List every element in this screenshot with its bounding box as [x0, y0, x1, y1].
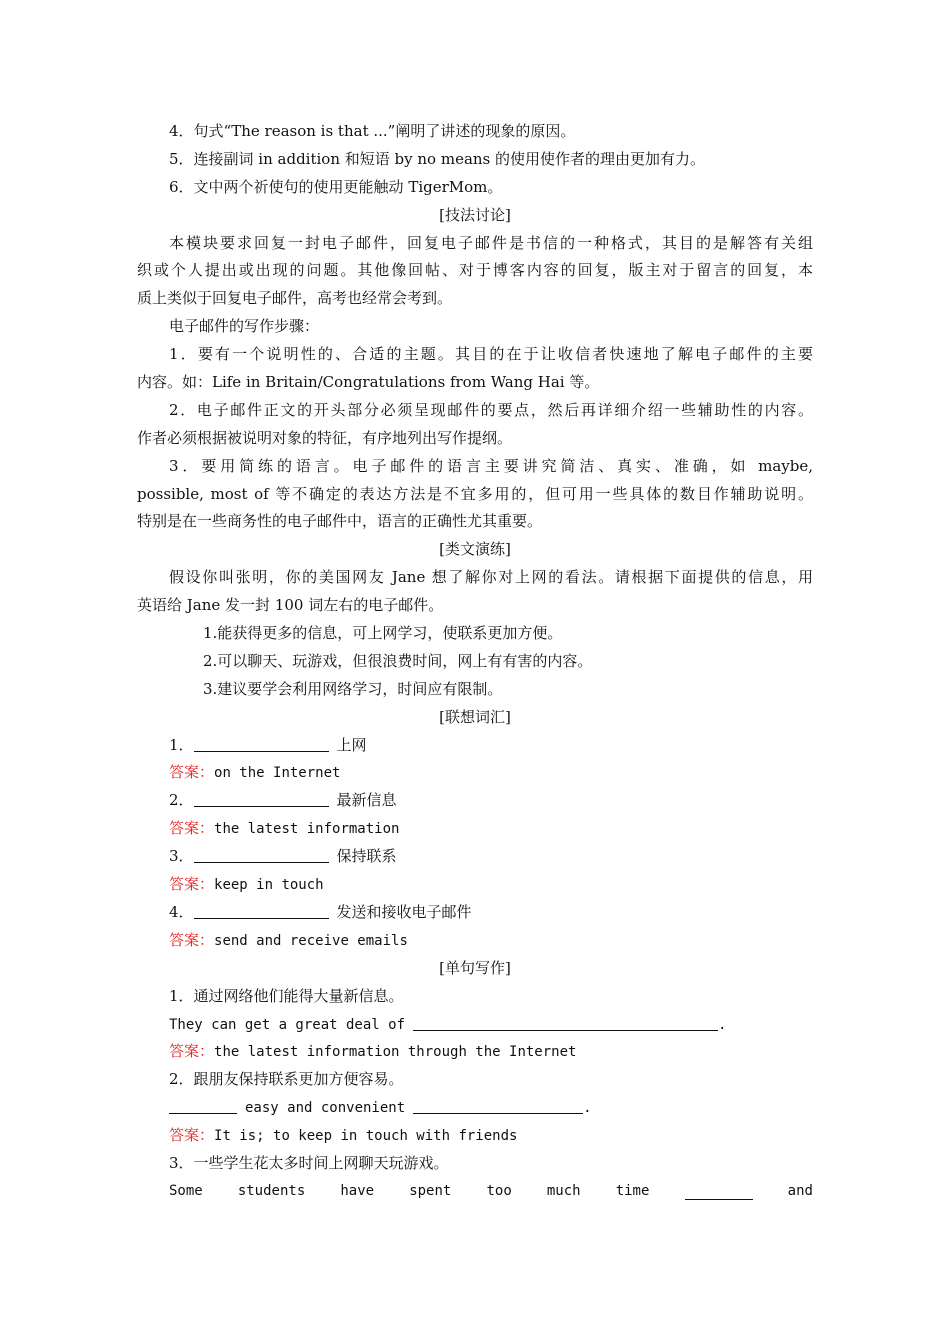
paragraph-line: 织或个人提出或出现的问题。其他像回帖、对于博客内容的回复，版主对于留言的回复，本: [137, 261, 813, 280]
vocab-item: [137, 843, 813, 871]
section-heading-model: [类文演练]: [439, 540, 511, 559]
section-heading-technique: [技法讨论]: [439, 205, 511, 224]
paragraph-line: possible, most of 等不确定的表达方法是不宜多用的，但可用一些具体的数目作辅助说明。: [137, 484, 813, 503]
vocab-item: [137, 732, 813, 760]
sentence-word: time: [615, 1182, 650, 1199]
paragraph-line: 质上类似于回复电子邮件，高考也经常会考到。: [137, 289, 453, 308]
sentence-word: have: [340, 1182, 375, 1199]
vocab-chinese: 保持联系: [336, 847, 397, 866]
answer-label: 答案：: [169, 1126, 215, 1145]
vocab-chinese: 上网: [336, 735, 367, 754]
vocab-item: [137, 787, 813, 815]
sentence-exercise: [137, 1011, 813, 1039]
answer-blank: [685, 1183, 753, 1200]
sentence-prompt: 3．一些学生花太多时间上网聊天玩游戏。: [169, 1153, 449, 1172]
answer-blank: [413, 1014, 718, 1031]
answer-label: 答案：: [169, 819, 215, 838]
sentence-text: They can get a great deal of: [169, 1016, 406, 1033]
paragraph-line: 特别是在一些商务性的电子邮件中，语言的正确性尤其重要。: [137, 512, 543, 531]
point-6: 6．文中两个祈使句的使用更能触动 TigerMom。: [169, 177, 503, 196]
section-heading-vocab: [联想词汇]: [439, 707, 511, 726]
sentence-word: students: [237, 1182, 306, 1199]
answer-text: on the Internet: [214, 765, 341, 782]
answer-text: It is; to keep in touch with friends: [214, 1128, 518, 1145]
answer-blank: [169, 1097, 237, 1114]
vocab-number: 3．: [169, 847, 194, 866]
sentence-prompt: 1．通过网络他们能得大量新信息。: [169, 986, 404, 1005]
answer-blank: [194, 902, 329, 919]
vocab-chinese: 最新信息: [336, 791, 397, 810]
answer-label: 答案：: [169, 875, 215, 894]
bullet-item: 3.建议要学会利用网络学习，时间应有限制。: [203, 679, 503, 698]
answer-line: [137, 759, 813, 787]
vocab-number: 2．: [169, 791, 194, 810]
vocab-chinese: 发送和接收电子邮件: [336, 902, 472, 921]
paragraph-line: 作者必须根据被说明对象的特征，有序地列出写作提纲。: [137, 428, 513, 447]
paragraph-line: 本模块要求回复一封电子邮件，回复电子邮件是书信的一种格式，其目的是解答有关组: [169, 233, 813, 252]
document-page: [137, 118, 813, 1206]
answer-line: [137, 927, 813, 955]
answer-line: [137, 815, 813, 843]
answer-text: send and receive emails: [214, 932, 408, 949]
vocab-number: 1．: [169, 735, 194, 754]
paragraph-line: 电子邮件的写作步骤：: [169, 317, 320, 336]
answer-blank: [194, 735, 329, 752]
answer-blank: [194, 846, 329, 863]
paragraph-line: 假设你叫张明，你的美国网友 Jane 想了解你对上网的看法。请根据下面提供的信息，用: [169, 568, 813, 587]
answer-blank: [194, 790, 329, 807]
answer-line: [137, 1038, 813, 1066]
answer-blank: [413, 1097, 583, 1114]
sentence-word: spent: [409, 1182, 452, 1199]
bullet-item: 2.可以聊天、玩游戏，但很浪费时间，网上有有害的内容。: [203, 651, 593, 670]
sentence-word: too: [486, 1182, 512, 1199]
paragraph-line: 1．要有一个说明性的、合适的主题。其目的在于让收信者快速地了解电子邮件的主要: [169, 345, 813, 364]
sentence-exercise: [137, 1094, 813, 1122]
section-heading-sentence: [单句写作]: [439, 958, 511, 977]
answer-text: the latest information through the Internet: [214, 1044, 577, 1061]
paragraph-line: 2．电子邮件正文的开头部分必须呈现邮件的要点，然后再详细介绍一些辅助性的内容。: [169, 400, 813, 419]
sentence-end: .: [583, 1100, 592, 1117]
answer-text: keep in touch: [214, 877, 324, 894]
answer-label: 答案：: [169, 763, 215, 782]
paragraph-line: 3．要用简练的语言。电子邮件的语言主要讲究简洁、真实、准确，如 maybe,: [169, 456, 813, 475]
sentence-prompt: 2．跟朋友保持联系更加方便容易。: [169, 1070, 404, 1089]
vocab-item: [137, 899, 813, 927]
answer-line: [137, 1122, 813, 1150]
answer-label: 答案：: [169, 930, 215, 949]
point-5: 5．连接副词 in addition 和短语 by no means 的使用使作者的理由更加有力。: [169, 149, 706, 168]
bullet-item: 1.能获得更多的信息，可上网学习，使联系更加方便。: [203, 624, 563, 643]
point-4: 4．句式“The reason is that ...”阐明了讲述的现象的原因。: [169, 122, 576, 140]
sentence-end: .: [718, 1016, 727, 1033]
paragraph-line: 内容。如：Life in Britain/Congratulations from Wang Hai 等。: [137, 373, 600, 392]
sentence-word: Some: [169, 1182, 203, 1199]
answer-label: 答案：: [169, 1042, 215, 1061]
sentence-word: and: [787, 1182, 813, 1199]
sentence-word: much: [546, 1182, 581, 1199]
answer-line: [137, 871, 813, 899]
paragraph-line: 英语给 Jane 发一封 100 词左右的电子邮件。: [137, 596, 444, 615]
answer-text: the latest information: [214, 821, 400, 838]
sentence-text: easy and convenient: [245, 1100, 406, 1117]
vocab-number: 4．: [169, 902, 194, 921]
sentence-exercise: [137, 1178, 813, 1206]
